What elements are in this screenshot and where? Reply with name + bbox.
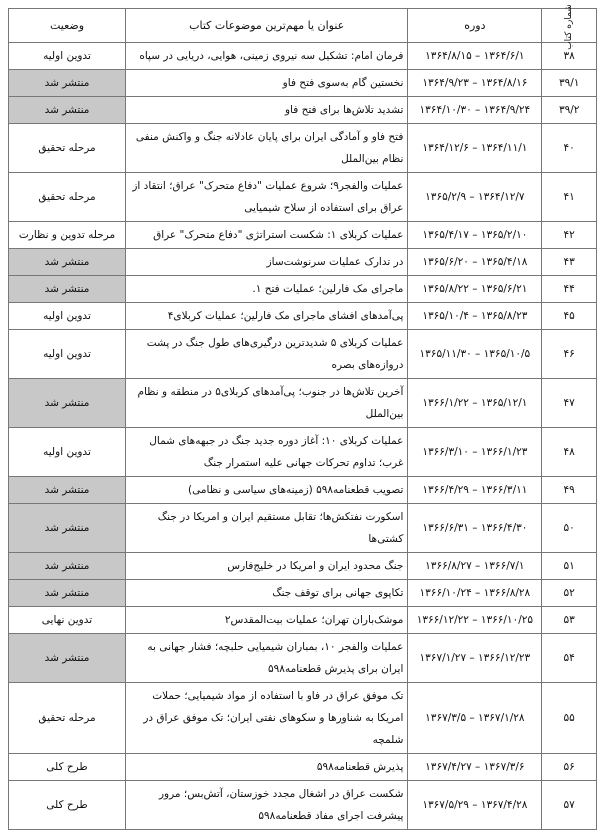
status-cell: منتشر شد <box>9 97 126 124</box>
book-number: ۳۹/۱ <box>542 70 597 97</box>
title-cell: عملیات کربلای ۱: شکست استراتژی "دفاع متحرک" عراق <box>126 222 408 249</box>
table-row <box>9 222 597 249</box>
period-text: ۱۳۶۵/۴/۱۷ – ۱۳۶۵/۲/۱۰ <box>422 229 528 241</box>
table-row <box>9 173 597 222</box>
book-number: ۵۷ <box>542 781 597 830</box>
book-number: ۴۲ <box>542 222 597 249</box>
period-cell <box>408 379 542 428</box>
title-cell: عملیات والفجر۹؛ شروع عملیات "دفاع متحرک" عراق؛ انتقاد از عراق برای استفاده از سلاح شیمیایی <box>126 173 408 222</box>
period-cell <box>408 303 542 330</box>
status-cell: تدوین اولیه <box>9 43 126 70</box>
period-cell <box>408 70 542 97</box>
period-cell <box>408 428 542 477</box>
period-cell <box>408 330 542 379</box>
status-cell: منتشر شد <box>9 70 126 97</box>
book-number: ۵۱ <box>542 553 597 580</box>
period-cell <box>408 754 542 781</box>
status-cell: مرحله تحقیق <box>9 124 126 173</box>
title-cell: موشک‌باران تهران؛ عملیات بیت‌المقدس۲ <box>126 607 408 634</box>
table-row <box>9 754 597 781</box>
title-cell: در تدارک عملیات سرنوشت‌ساز <box>126 249 408 276</box>
book-number: ۵۲ <box>542 580 597 607</box>
table-row <box>9 477 597 504</box>
period-cell <box>408 249 542 276</box>
title-cell: تکاپوی جهانی برای توقف جنگ <box>126 580 408 607</box>
status-cell: تدوین اولیه <box>9 303 126 330</box>
table-row <box>9 330 597 379</box>
period-text: ۱۳۶۵/۱۰/۴ – ۱۳۶۵/۸/۲۳ <box>422 310 528 322</box>
status-cell: منتشر شد <box>9 249 126 276</box>
title-cell: عملیات کربلای ۵ شدیدترین درگیری‌های طول جنگ در پشت دروازه‌های بصره <box>126 330 408 379</box>
book-number: ۵۵ <box>542 683 597 754</box>
status-cell: تدوین اولیه <box>9 330 126 379</box>
book-number: ۵۳ <box>542 607 597 634</box>
period-text: ۱۳۶۴/۱۲/۶ – ۱۳۶۴/۱۱/۱ <box>422 142 528 154</box>
status-cell: طرح کلی <box>9 781 126 830</box>
book-number: ۵۶ <box>542 754 597 781</box>
period-cell <box>408 97 542 124</box>
book-number: ۴۴ <box>542 276 597 303</box>
table-row <box>9 504 597 553</box>
period-cell <box>408 634 542 683</box>
period-text: ۱۳۶۵/۸/۲۲ – ۱۳۶۵/۶/۲۱ <box>422 283 528 295</box>
period-text: ۱۳۶۶/۱/۲۲ – ۱۳۶۵/۱۲/۱ <box>422 397 528 409</box>
period-text: ۱۳۶۴/۱۰/۳۰ – ۱۳۶۴/۹/۲۴ <box>419 104 531 116</box>
book-number: ۳۹/۲ <box>542 97 597 124</box>
period-text: ۱۳۶۶/۱۰/۲۴ – ۱۳۶۶/۸/۲۸ <box>419 587 531 599</box>
status-cell: تدوین اولیه <box>9 428 126 477</box>
period-cell <box>408 781 542 830</box>
book-number: ۴۸ <box>542 428 597 477</box>
book-number: ۴۱ <box>542 173 597 222</box>
status-cell: منتشر شد <box>9 580 126 607</box>
title-cell: نخستین گام به‌سوی فتح فاو <box>126 70 408 97</box>
period-text: ۱۳۶۴/۸/۱۵ – ۱۳۶۴/۶/۱ <box>425 50 525 62</box>
period-cell <box>408 477 542 504</box>
header-status: وضعیت <box>9 9 126 43</box>
title-cell: تک موفق عراق در فاو با استفاده از مواد شیمیایی؛ حملات امریکا به شناورها و سکوهای نفتی ایران؛ تک موفق عراق در شلمچه <box>126 683 408 754</box>
period-cell <box>408 607 542 634</box>
status-cell: منتشر شد <box>9 477 126 504</box>
title-cell: عملیات والفجر ۱۰، بمباران شیمیایی حلبچه؛ فشار جهانی به ایران برای پذیرش قطعنامه۵۹۸ <box>126 634 408 683</box>
status-cell: مرحله تحقیق <box>9 683 126 754</box>
period-cell <box>408 173 542 222</box>
book-number: ۳۸ <box>542 43 597 70</box>
status-cell: منتشر شد <box>9 634 126 683</box>
period-text: ۱۳۶۷/۱/۲۷ – ۱۳۶۶/۱۲/۲۳ <box>419 652 531 664</box>
book-number: ۴۹ <box>542 477 597 504</box>
title-cell: ماجرای مک فارلین؛ عملیات فتح ۱. <box>126 276 408 303</box>
period-cell <box>408 276 542 303</box>
book-number: ۴۵ <box>542 303 597 330</box>
table-row <box>9 43 597 70</box>
book-number: ۵۴ <box>542 634 597 683</box>
title-cell: تشدید تلاش‌ها برای فتح فاو <box>126 97 408 124</box>
period-cell <box>408 580 542 607</box>
period-text: ۱۳۶۵/۲/۹ – ۱۳۶۴/۱۲/۷ <box>425 191 525 203</box>
book-number: ۴۳ <box>542 249 597 276</box>
table-row <box>9 781 597 830</box>
table-row <box>9 553 597 580</box>
period-cell <box>408 124 542 173</box>
period-text: ۱۳۶۶/۶/۳۱ – ۱۳۶۶/۴/۳۰ <box>422 522 528 534</box>
period-text: ۱۳۶۷/۵/۲۹ – ۱۳۶۷/۴/۲۸ <box>422 799 528 811</box>
title-cell: اسکورت نفتکش‌ها؛ تقابل مستقیم ایران و امریکا در جنگ کشتی‌ها <box>126 504 408 553</box>
table-header-row <box>9 9 597 43</box>
table-row <box>9 276 597 303</box>
title-cell: پی‌آمدهای افشای ماجرای مک فارلین؛ عملیات کربلای۴ <box>126 303 408 330</box>
status-cell: منتشر شد <box>9 379 126 428</box>
period-text: ۱۳۶۶/۸/۲۷ – ۱۳۶۶/۷/۱ <box>425 560 525 572</box>
header-period: دوره <box>408 9 542 43</box>
title-cell: تصویب قطعنامه۵۹۸ (زمینه‌های سیاسی و نظامی) <box>126 477 408 504</box>
table-row <box>9 303 597 330</box>
period-text: ۱۳۶۶/۱۲/۲۲ – ۱۳۶۶/۱۰/۲۵ <box>416 614 534 626</box>
period-text: ۱۳۶۶/۴/۲۹ – ۱۳۶۶/۳/۱۱ <box>422 484 528 496</box>
title-cell: فتح فاو و آمادگی ایران برای پایان عادلانه جنگ و واکنش منفی نظام بین‌الملل <box>126 124 408 173</box>
book-number: ۴۰ <box>542 124 597 173</box>
table-row <box>9 607 597 634</box>
period-text: ۱۳۶۵/۱۱/۳۰ – ۱۳۶۵/۱۰/۵ <box>419 348 531 360</box>
title-cell: عملیات کربلای ۱۰: آغاز دوره جدید جنگ در جبهه‌های شمال غرب؛ تداوم تحرکات جهانی علیه استمرار جنگ <box>126 428 408 477</box>
table-row <box>9 379 597 428</box>
title-cell: فرمان امام: تشکیل سه نیروی زمینی، هوایی، دریایی در سپاه <box>126 43 408 70</box>
books-status-table <box>8 4 597 830</box>
title-cell: آخرین تلاش‌ها در جنوب؛ پی‌آمدهای کربلای۵ در منطقه و نظام بین‌الملل <box>126 379 408 428</box>
table-row <box>9 70 597 97</box>
table-row <box>9 249 597 276</box>
period-text: ۱۳۶۶/۳/۱۰ – ۱۳۶۶/۱/۲۳ <box>422 446 528 458</box>
table-row <box>9 124 597 173</box>
period-text: ۱۳۶۵/۶/۲۰ – ۱۳۶۵/۴/۱۸ <box>422 256 528 268</box>
status-cell: تدوین نهایی <box>9 607 126 634</box>
period-cell <box>408 222 542 249</box>
table-row <box>9 97 597 124</box>
title-cell: شکست عراق در اشغال مجدد خوزستان، آتش‌بس؛ مرور پیشرفت اجرای مفاد قطعنامه۵۹۸ <box>126 781 408 830</box>
table-body <box>9 43 597 830</box>
book-number: ۴۷ <box>542 379 597 428</box>
header-title: عنوان یا مهم‌ترین موضوعات کتاب <box>126 9 408 43</box>
status-cell: منتشر شد <box>9 504 126 553</box>
title-cell: جنگ محدود ایران و امریکا در خلیج‌فارس <box>126 553 408 580</box>
title-cell: پذیرش قطعنامه۵۹۸ <box>126 754 408 781</box>
book-number: ۵۰ <box>542 504 597 553</box>
table-row <box>9 580 597 607</box>
status-cell: منتشر شد <box>9 553 126 580</box>
header-number: شماره کتاب <box>542 9 597 43</box>
book-number: ۴۶ <box>542 330 597 379</box>
period-cell <box>408 553 542 580</box>
status-cell: منتشر شد <box>9 276 126 303</box>
status-cell: مرحله تحقیق <box>9 173 126 222</box>
period-text: ۱۳۶۴/۹/۲۳ – ۱۳۶۴/۸/۱۶ <box>422 77 528 89</box>
status-cell: طرح کلی <box>9 754 126 781</box>
period-text: ۱۳۶۷/۳/۵ – ۱۳۶۷/۱/۲۸ <box>425 712 525 724</box>
period-cell <box>408 43 542 70</box>
table-row <box>9 634 597 683</box>
table-row <box>9 428 597 477</box>
period-cell <box>408 504 542 553</box>
period-text: ۱۳۶۷/۴/۲۷ – ۱۳۶۷/۳/۶ <box>425 761 525 773</box>
status-cell: مرحله تدوین و نظارت <box>9 222 126 249</box>
